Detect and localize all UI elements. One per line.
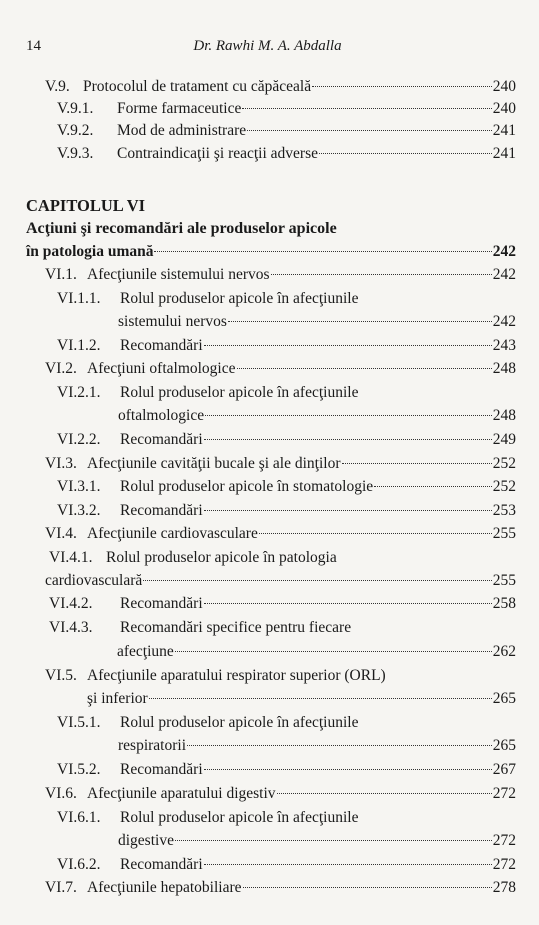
toc-entry-number: VI.1.1.	[57, 290, 101, 307]
leader-dots	[187, 744, 492, 746]
toc-entry[interactable]	[120, 501, 516, 520]
toc-page-number: 243	[492, 337, 516, 354]
toc-entry-number: VI.4.1.	[49, 549, 93, 566]
chapter-heading: CAPITOLUL VI	[26, 196, 146, 215]
toc-entry-title: cardiovasculară	[45, 572, 143, 589]
toc-entry-title: Recomandări	[120, 761, 203, 778]
toc-entry[interactable]	[120, 289, 516, 308]
toc-entry[interactable]	[120, 760, 516, 779]
toc-entry-title: Rolul produselor apicole în afecţiunile	[120, 714, 359, 731]
leader-dots	[342, 462, 492, 464]
toc-entry[interactable]	[120, 618, 516, 637]
toc-entry-title: Contraindicaţii şi reacţii adverse	[117, 145, 318, 162]
leader-dots	[259, 532, 492, 534]
leader-dots	[243, 886, 492, 888]
toc-entry-title: Recomandări	[120, 431, 203, 448]
toc-page-number: 258	[492, 595, 516, 612]
toc-entry-title: Rolul produselor apicole în stomatologie	[120, 478, 374, 495]
toc-entry-number: VI.6.1.	[57, 809, 101, 826]
leader-dots	[204, 602, 492, 604]
toc-entry[interactable]	[120, 855, 516, 874]
toc-entry[interactable]	[118, 312, 516, 331]
toc-page-number: 242	[492, 266, 516, 283]
leader-dots	[204, 863, 492, 865]
toc-entry-title: respiratorii	[118, 737, 187, 754]
toc-page-number: 272	[492, 832, 516, 849]
toc-entry-title: în patologia umană	[26, 243, 154, 260]
toc-page-number: 240	[492, 78, 516, 95]
toc-entry-number: VI.5.	[45, 667, 77, 684]
toc-entry-title: Afecţiunile cardiovasculare	[87, 525, 258, 542]
leader-dots	[312, 85, 492, 87]
toc-page-number: 265	[492, 737, 516, 754]
toc-entry[interactable]	[117, 642, 516, 661]
toc-entry-title: Recomandări	[120, 856, 203, 873]
toc-entry[interactable]	[26, 242, 516, 261]
toc-entry-number: VI.3.1.	[57, 478, 101, 495]
toc-page-number: 272	[492, 785, 516, 802]
toc-entry[interactable]	[87, 265, 516, 284]
leader-dots	[143, 579, 492, 581]
toc-entry[interactable]	[106, 548, 516, 567]
toc-entry[interactable]	[120, 336, 516, 355]
leader-dots	[237, 367, 492, 369]
leader-dots	[228, 320, 492, 322]
toc-entry-number: VI.6.2.	[57, 856, 101, 873]
page-number: 14	[26, 38, 41, 54]
toc-page-number: 240	[492, 100, 516, 117]
leader-dots	[247, 129, 492, 131]
toc-entry-title: Rolul produselor apicole în afecţiunile	[120, 384, 359, 401]
toc-page-number: 241	[492, 145, 516, 162]
toc-entry-title: Rolul produselor apicole în afecţiunile	[120, 809, 359, 826]
toc-page-number: 249	[492, 431, 516, 448]
toc-entry[interactable]	[87, 524, 516, 543]
toc-entry-number: VI.4.2.	[49, 595, 93, 612]
toc-entry-number: VI.2.1.	[57, 384, 101, 401]
toc-entry[interactable]	[87, 878, 516, 897]
toc-entry[interactable]	[117, 121, 516, 140]
toc-page-number: 252	[492, 478, 516, 495]
toc-entry[interactable]	[118, 406, 516, 425]
toc-page-number: 253	[492, 502, 516, 519]
toc-page-number: 248	[492, 407, 516, 424]
toc-entry-title: şi inferior	[87, 690, 148, 707]
toc-entry-title: Afecţiuni oftalmologice	[87, 360, 236, 377]
toc-entry-title: sistemului nervos	[118, 313, 227, 330]
toc-entry[interactable]	[87, 666, 516, 685]
toc-entry-number: VI.1.2.	[57, 337, 101, 354]
toc-page-number: 242	[492, 313, 516, 330]
toc-entry[interactable]	[83, 77, 516, 96]
toc-entry-number: VI.3.2.	[57, 502, 101, 519]
toc-entry-number: VI.6.	[45, 785, 77, 802]
toc-entry-title: Protocolul de tratament cu căpăceală	[83, 78, 312, 95]
leader-dots	[149, 697, 492, 699]
toc-entry[interactable]	[117, 144, 516, 163]
toc-page-number: 255	[492, 525, 516, 542]
toc-entry-title: Afecţiunile aparatului digestiv	[87, 785, 276, 802]
toc-entry-number: VI.4.3.	[49, 619, 93, 636]
toc-entry-title: Mod de administrare	[117, 122, 247, 139]
toc-entry-number: V.9.3.	[57, 145, 94, 162]
toc-page-number: 272	[492, 856, 516, 873]
leader-dots	[277, 792, 492, 794]
toc-entry-number: VI.7.	[45, 879, 77, 896]
toc-page-number: 278	[492, 879, 516, 896]
toc-entry[interactable]	[117, 99, 516, 118]
toc-entry-title: Recomandări specifice pentru fiecare	[120, 619, 352, 636]
toc-entry-number: V.9.	[45, 78, 70, 95]
toc-entry[interactable]	[45, 571, 516, 590]
leader-dots	[319, 152, 492, 154]
leader-dots	[204, 438, 492, 440]
toc-entry-number: V.9.1.	[57, 100, 94, 117]
toc-entry-title: Rolul produselor apicole în patologia	[106, 549, 337, 566]
toc-entry-title: Afecţiunile sistemului nervos	[87, 266, 270, 283]
leader-dots	[204, 509, 492, 511]
running-head-author: Dr. Rawhi M. A. Abdalla	[193, 38, 342, 54]
toc-entry-number: VI.2.2.	[57, 431, 101, 448]
page-header	[26, 38, 509, 58]
toc-entry[interactable]	[87, 689, 516, 708]
toc-entry-number: VI.5.1.	[57, 714, 101, 731]
toc-page-number: 262	[492, 643, 516, 660]
toc-entry-title: oftalmologice	[118, 407, 205, 424]
chapter-title-line: Acţiuni şi recomandări ale produselor apicole	[26, 220, 337, 237]
toc-page-number: 267	[492, 761, 516, 778]
toc-entry-number: VI.3.	[45, 455, 77, 472]
toc-entry-number: VI.5.2.	[57, 761, 101, 778]
toc-entry-title: Forme farmaceutice	[117, 100, 242, 117]
toc-entry-title: Rolul produselor apicole în afecţiunile	[120, 290, 359, 307]
leader-dots	[204, 768, 492, 770]
toc-entry-title: Recomandări	[120, 595, 203, 612]
toc-entry-title: Afecţiunile hepatobiliare	[87, 879, 242, 896]
toc-entry[interactable]	[120, 383, 516, 402]
toc-entry-title: Recomandări	[120, 337, 203, 354]
toc-entry[interactable]	[120, 713, 516, 732]
toc-entry-title: digestive	[118, 832, 174, 849]
leader-dots	[175, 650, 492, 652]
toc-entry-title: Recomandări	[120, 502, 203, 519]
toc-entry-number: VI.1.	[45, 266, 77, 283]
toc-entry-title: afecţiune	[117, 643, 174, 660]
toc-page-number: 255	[492, 572, 516, 589]
leader-dots	[154, 250, 491, 252]
toc-entry[interactable]	[120, 594, 516, 613]
toc-entry[interactable]	[118, 736, 516, 755]
toc-entry-number: VI.4.	[45, 525, 77, 542]
leader-dots	[175, 839, 492, 841]
toc-entry-title: Afecţiunile aparatului respirator superior (ORL)	[87, 667, 386, 684]
toc-entry[interactable]	[120, 808, 516, 827]
leader-dots	[374, 485, 492, 487]
toc-page-number: 241	[492, 122, 516, 139]
toc-entry-number: V.9.2.	[57, 122, 94, 139]
leader-dots	[204, 344, 492, 346]
toc-entry-number: VI.2.	[45, 360, 77, 377]
toc-page-number: 242	[492, 243, 516, 260]
toc-entry-title: Afecţiunile cavităţii bucale şi ale dinţilor	[87, 455, 341, 472]
leader-dots	[271, 273, 492, 275]
toc-page-number: 252	[492, 455, 516, 472]
leader-dots	[205, 414, 492, 416]
toc-page-number: 265	[492, 690, 516, 707]
toc-entry[interactable]	[118, 831, 516, 850]
toc-entry[interactable]	[87, 454, 516, 473]
leader-dots	[242, 107, 491, 109]
toc-entry[interactable]	[120, 430, 516, 449]
toc-entry[interactable]	[87, 784, 516, 803]
toc-page-number: 248	[492, 360, 516, 377]
toc-entry[interactable]	[87, 359, 516, 378]
toc-entry[interactable]	[120, 477, 516, 496]
